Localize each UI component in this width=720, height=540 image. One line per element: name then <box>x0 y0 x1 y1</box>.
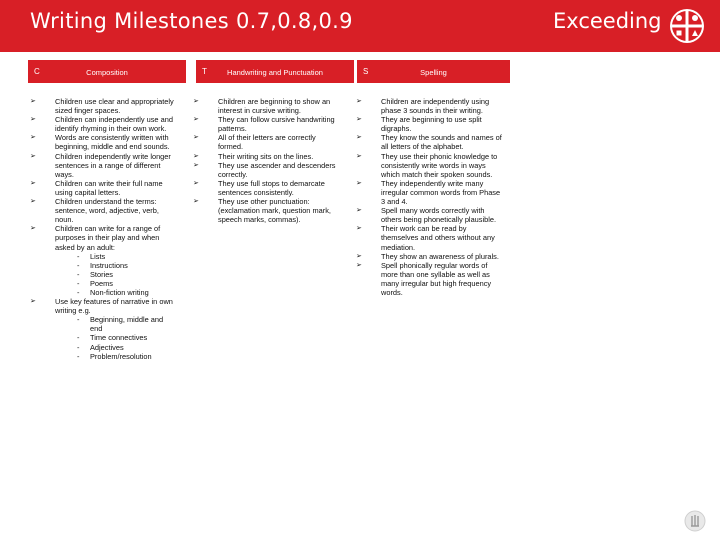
page-title: Writing Milestones 0.7,0.8,0.9 <box>30 9 353 33</box>
list-item-text: Words are consistently written with beginning, middle and end sounds. <box>55 133 170 152</box>
sub-list-item: - Stories <box>55 270 177 279</box>
list-item-text: Children use clear and appropriately sized finger spaces. <box>55 97 174 116</box>
list-item <box>27 197 177 224</box>
list-item <box>27 297 177 361</box>
list-item-text: They know the sounds and names of all letters of the alphabet. <box>381 133 502 152</box>
slide-number-icon <box>684 510 706 532</box>
column-heading: Handwriting and Punctuation <box>227 68 323 77</box>
list-item-text: They can follow cursive handwriting patterns. <box>218 115 335 134</box>
list-item-text: Children can write their full name using capital letters. <box>55 178 163 197</box>
list-item-text: They use full stops to demarcate sentences consistently. <box>218 178 325 197</box>
list-item <box>353 133 505 151</box>
column-letter: T <box>202 67 207 76</box>
column-header-composition <box>28 60 186 83</box>
level-label: Exceeding <box>553 9 662 33</box>
sub-list <box>55 315 177 360</box>
column-heading: Composition <box>86 68 128 77</box>
list-item <box>190 133 342 151</box>
list-item-text: Children are independently using phase 3 sounds in their writing. <box>381 97 490 116</box>
list-item-text: They show an awareness of plurals. <box>381 251 499 261</box>
list-item <box>190 161 342 179</box>
crest-logo-icon <box>669 8 705 44</box>
handwriting-column <box>190 97 342 224</box>
list-item-text: Children are beginning to show an interest in cursive writing. <box>218 97 331 116</box>
list-item <box>190 197 342 224</box>
column-heading: Spelling <box>420 68 447 77</box>
list-item-text: They use their phonic knowledge to consistently write words in ways which match their spoken sounds. <box>381 151 498 179</box>
list-item <box>190 152 342 161</box>
list-item-text: Spell many words correctly with others being phonetically plausible. <box>381 206 497 225</box>
spelling-list <box>353 97 505 297</box>
list-item <box>27 115 177 133</box>
list-item-text: They use other punctuation: (exclamation mark, question mark, speech marks, commas). <box>218 197 331 225</box>
sub-list-item: - Poems <box>55 279 177 288</box>
sub-list-item: - Adjectives <box>55 343 177 352</box>
header-bar <box>0 0 720 52</box>
sub-list-item: - Time connectives <box>55 333 177 342</box>
list-item <box>353 252 505 261</box>
list-item-text: Children understand the terms: sentence, word, adjective, verb, noun. <box>55 197 159 225</box>
list-item-text: They use ascender and descenders correctly. <box>218 160 336 179</box>
list-item <box>353 224 505 251</box>
composition-column <box>27 97 177 361</box>
list-item <box>190 97 342 115</box>
list-item-text: Use key features of narrative in own writing e.g. <box>55 297 173 316</box>
list-item <box>353 206 505 224</box>
column-letter: S <box>363 67 369 76</box>
sub-list-item: - Beginning, middle and end <box>55 315 177 333</box>
list-item-text: Children can write for a range of purposes in their play and when asked by an adult: <box>55 224 161 252</box>
list-item <box>353 179 505 206</box>
sub-list-item: - Instructions <box>55 261 177 270</box>
list-item <box>353 152 505 179</box>
list-item-text: Children independently write longer sentences in a range of different ways. <box>55 151 171 179</box>
spelling-column <box>353 97 505 297</box>
composition-list <box>27 97 177 361</box>
list-item <box>27 97 177 115</box>
list-item <box>190 115 342 133</box>
list-item-text: Their writing sits on the lines. <box>218 151 314 161</box>
list-item <box>27 179 177 197</box>
column-header-handwriting <box>196 60 354 83</box>
column-header-spelling <box>357 60 510 83</box>
list-item <box>27 224 177 297</box>
sub-list-item: - Non-fiction writing <box>55 288 177 297</box>
column-letter: C <box>34 67 40 76</box>
list-item <box>27 133 177 151</box>
list-item-text: Their work can be read by themselves and others without any mediation. <box>381 224 495 252</box>
list-item <box>353 261 505 297</box>
list-item-text: All of their letters are correctly formed. <box>218 133 316 152</box>
list-item <box>353 97 505 115</box>
list-item <box>190 179 342 197</box>
sub-list-item: - Problem/resolution <box>55 352 177 361</box>
list-item-text: Children can independently use and identify rhyming in their own work. <box>55 115 173 134</box>
sub-list <box>55 252 177 297</box>
list-item-text: Spell phonically regular words of more than one syllable as well as many irregular but high frequency words. <box>381 260 492 297</box>
sub-list-item: - Lists <box>55 252 177 261</box>
list-item-text: They independently write many irregular common words from Phase 3 and 4. <box>381 178 501 207</box>
list-item-text: They are beginning to use split digraphs. <box>381 115 482 134</box>
list-item <box>27 152 177 179</box>
list-item <box>353 115 505 133</box>
handwriting-list <box>190 97 342 224</box>
